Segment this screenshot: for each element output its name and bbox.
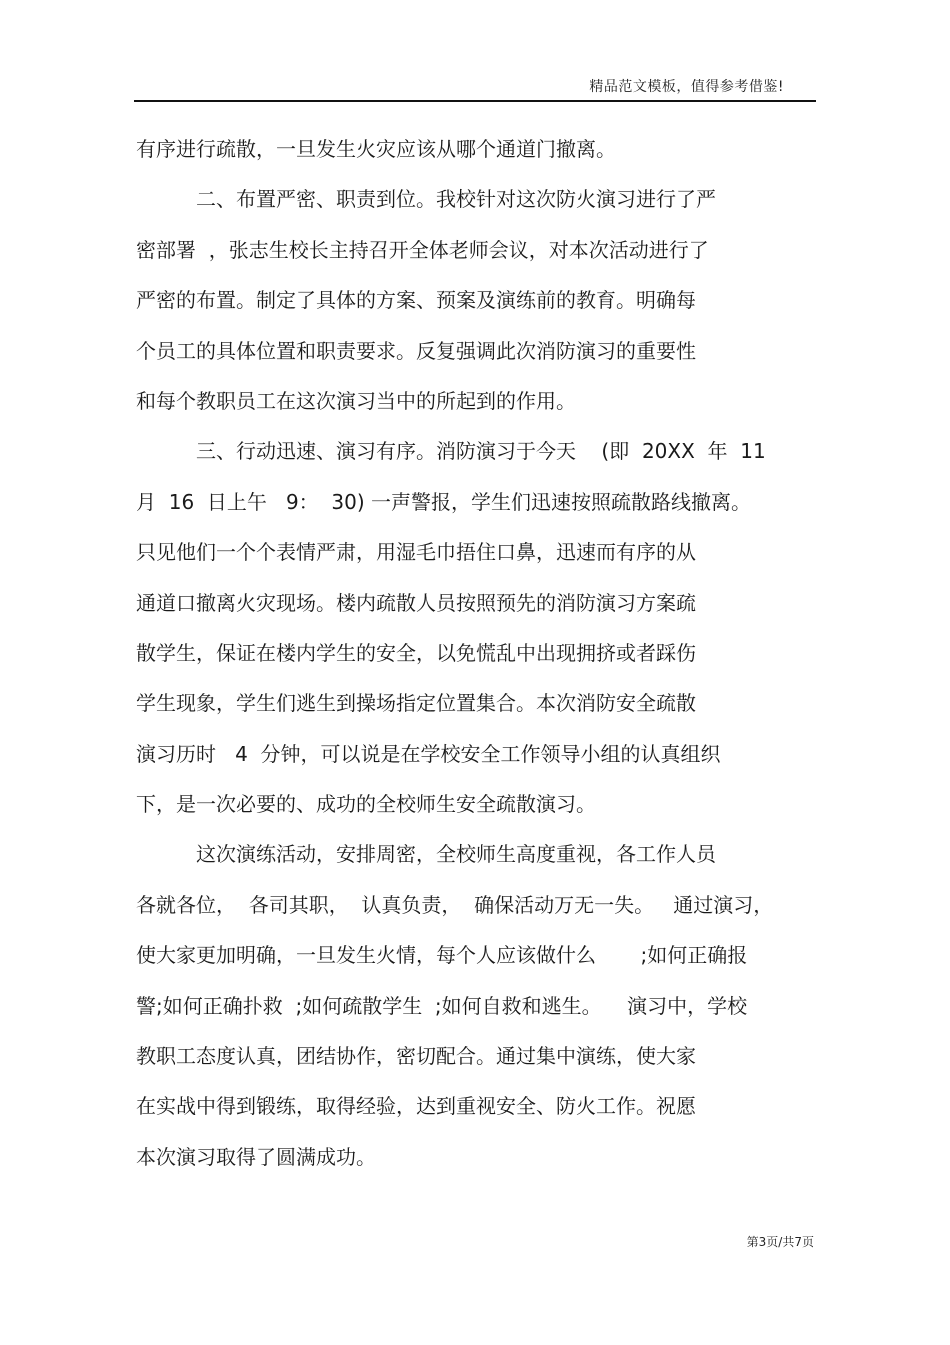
- text-line-19: 教职工态度认真，团结协作，密切配合。通过集中演练，使大家: [136, 1044, 696, 1069]
- page-header: 精品范文模板，值得参考借鉴!: [589, 79, 784, 95]
- text-line-12: 学生现象，学生们逃生到操场指定位置集合。本次消防安全疏散: [136, 691, 696, 716]
- page-number: 第3页/共7页: [746, 1235, 814, 1249]
- text-line-13: 演习历时 4 分钟，可以说是在学校安全工作领导小组的认真组织: [136, 741, 721, 766]
- text-line-17: 使大家更加明确，一旦发生火情，每个人应该做什么 ;如何正确报: [136, 943, 748, 968]
- text-line-4: 严密的布置。制定了具体的方案、预案及演练前的教育。明确每: [136, 288, 696, 313]
- text-line-11: 散学生，保证在楼内学生的安全，以免慌乱中出现拥挤或者踩伤: [136, 640, 696, 665]
- text-line-3: 密部署 ，张志生校长主持召开全体老师会议，对本次活动进行了: [136, 237, 709, 262]
- text-line-21: 本次演习取得了圆满成功。: [136, 1144, 376, 1169]
- header-divider: [134, 100, 816, 102]
- text-line-18: 警;如何正确扑救 ;如何疏散学生 ;如何自救和逃生。 演习中，学校: [136, 993, 748, 1018]
- text-line-10: 通道口撤离火灾现场。楼内疏散人员按照预先的消防演习方案疏: [136, 590, 696, 615]
- text-line-1: 有序进行疏散，一旦发生火灾应该从哪个通道门撤离。: [136, 137, 616, 161]
- text-line-20: 在实战中得到锻练，取得经验，达到重视安全、防火工作。祝愿: [136, 1094, 696, 1119]
- text-line-16: 各就各位， 各司其职， 认真负责， 确保活动万无一失。 通过演习，: [136, 892, 774, 917]
- text-line-15: 这次演练活动，安排周密，全校师生高度重视，各工作人员: [196, 842, 716, 867]
- text-line-14: 下，是一次必要的、成功的全校师生安全疏散演习。: [136, 792, 596, 817]
- text-line-6: 和每个教职员工在这次演习当中的所起到的作用。: [136, 388, 576, 413]
- text-line-2: 二、布置严密、职责到位。我校针对这次防火演习进行了严: [196, 187, 716, 212]
- text-line-7: 三、行动迅速、演习有序。消防演习于今天 (即 20XX 年 11: [196, 439, 766, 464]
- text-line-8: 月 16 日上午 9： 30) 一声警报，学生们迅速按照疏散路线撤离。: [136, 489, 751, 514]
- text-line-5: 个员工的具体位置和职责要求。反复强调此次消防演习的重要性: [136, 338, 696, 363]
- document-body: [136, 124, 816, 1182]
- text-line-9: 只见他们一个个表情严肃，用湿毛巾捂住口鼻，迅速而有序的从: [136, 540, 696, 565]
